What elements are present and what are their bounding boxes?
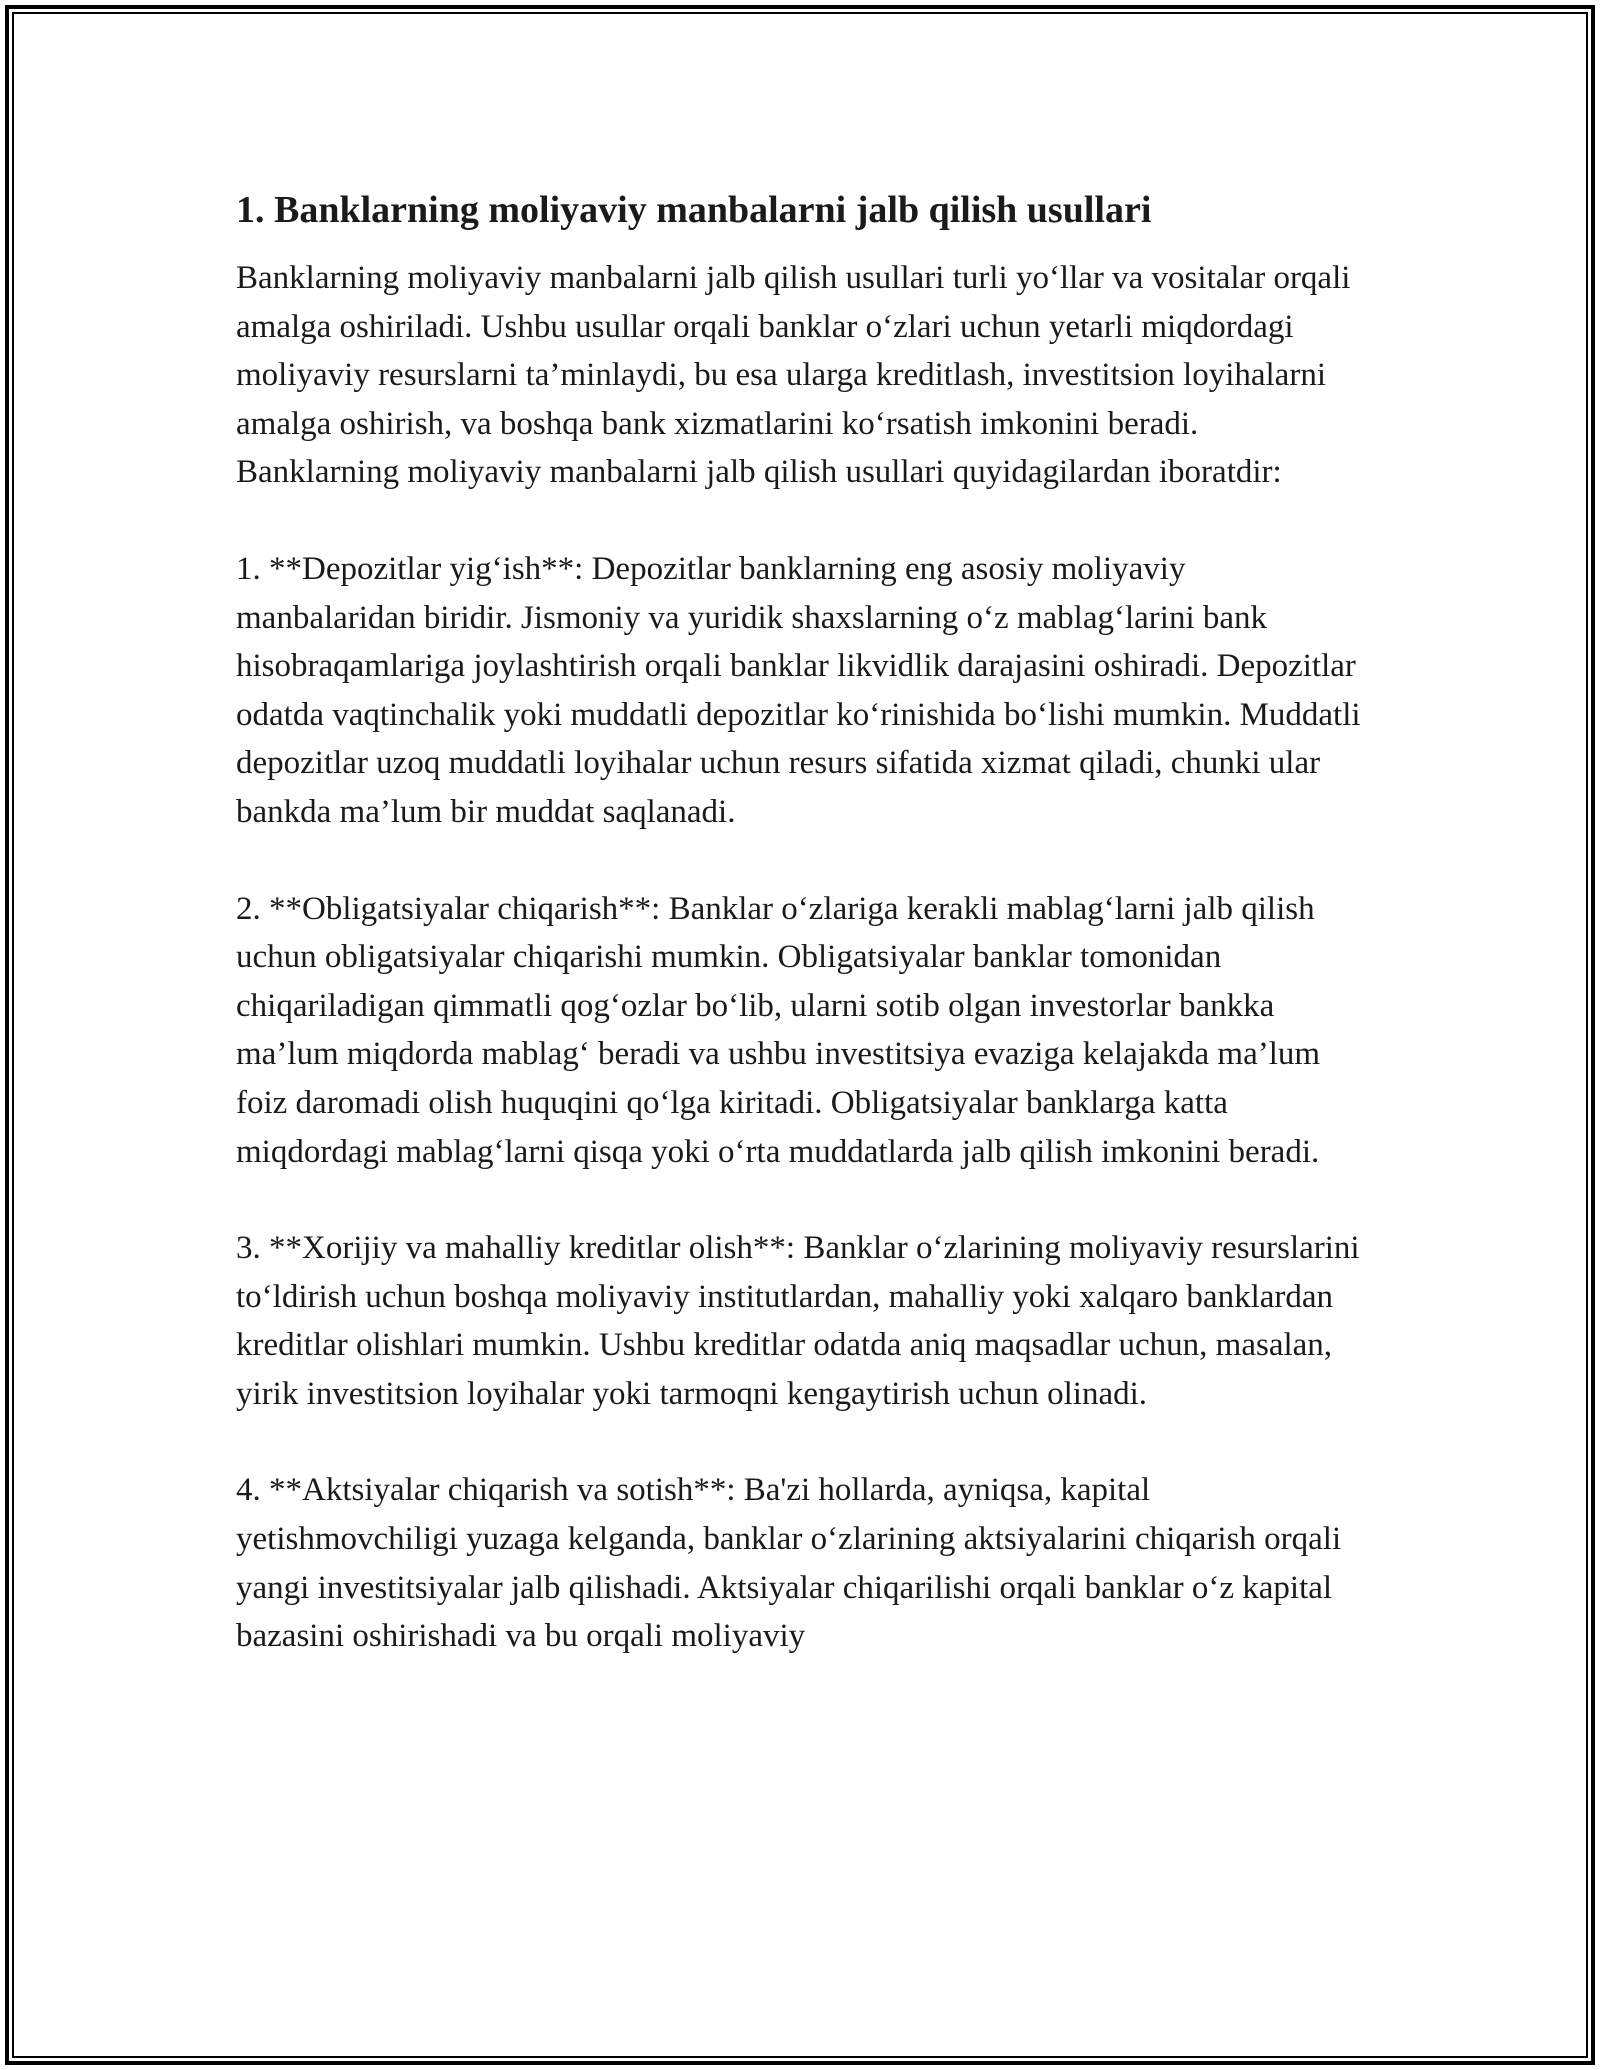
section-title: 1. Banklarning moliyaviy manbalarni jalb qilish usullari [236, 189, 1152, 231]
document-body [236, 186, 1366, 1709]
paragraph-shares: 4. **Aktsiyalar chiqarish va sotish**: Ba'zi hollarda, ayniqsa, kapital yetishmovchiligi yuzaga kelganda, banklar o‘zlarining aktsiyalarini chiqarish orqali yangi investitsiyalar jalb qilishadi. Aktsiyalar chiqarilishi orqali banklar o‘z kapital bazasini oshirishadi va bu orqali moliyaviy [236, 1472, 1342, 1655]
intro-paragraph: Banklarning moliyaviy manbalarni jalb qilish usullari turli yo‘llar va vositalar orqali amalga oshiriladi. Ushbu usullar orqali banklar o‘zlari uchun yetarli miqdordagi moliyaviy resurslarni ta’minlaydi, bu esa ularga kreditlash, investitsion loyihalarni amalga oshirish, va boshqa bank xizmatlarini ko‘rsatish imkonini beradi. Banklarning moliyaviy manbalarni jalb qilish usullari quyidagilardan iboratdir: [236, 260, 1351, 491]
paragraph-deposits: 1. **Depozitlar yig‘ish**: Depozitlar banklarning eng asosiy moliyaviy manbalaridan biridir. Jismoniy va yuridik shaxslarning o‘z mablag‘larini bank hisobraqamlariga joylashtirish orqali banklar likvidlik darajasini oshiradi. Depozitlar odatda vaqtinchalik yoki muddatli depozitlar ko‘rinishida bo‘lishi mumkin. Muddatli depozitlar uzoq muddatli loyihalar uchun resurs sifatida xizmat qiladi, chunki ular bankda ma’lum bir muddat saqlanadi. [236, 550, 1361, 830]
paragraph-bonds: 2. **Obligatsiyalar chiqarish**: Banklar o‘zlariga kerakli mablag‘larni jalb qilish uchun obligatsiyalar chiqarishi mumkin. Obligatsiyalar banklar tomonidan chiqariladigan qimmatli qog‘ozlar bo‘lib, ularni sotib olgan investorlar bankka ma’lum miqdorda mablag‘ beradi va ushbu investitsiya evaziga kelajakda ma’lum foiz daromadi olish huquqini qo‘lga kiritadi. Obligatsiyalar banklarga katta miqdordagi mablag‘larni qisqa yoki o‘rta muddatlarda jalb qilish imkonini beradi. [236, 890, 1321, 1170]
paragraph-loans: 3. **Xorijiy va mahalliy kreditlar olish**: Banklar o‘zlarining moliyaviy resurslarini to‘ldirish uchun boshqa moliyaviy institutlardan, mahalliy yoki xalqaro banklardan kreditlar olishlari mumkin. Ushbu kreditlar odatda aniq maqsadlar uchun, masalan, yirik investitsion loyihalar yoki tarmoqni kengaytirish uchun olinadi. [236, 1230, 1360, 1412]
